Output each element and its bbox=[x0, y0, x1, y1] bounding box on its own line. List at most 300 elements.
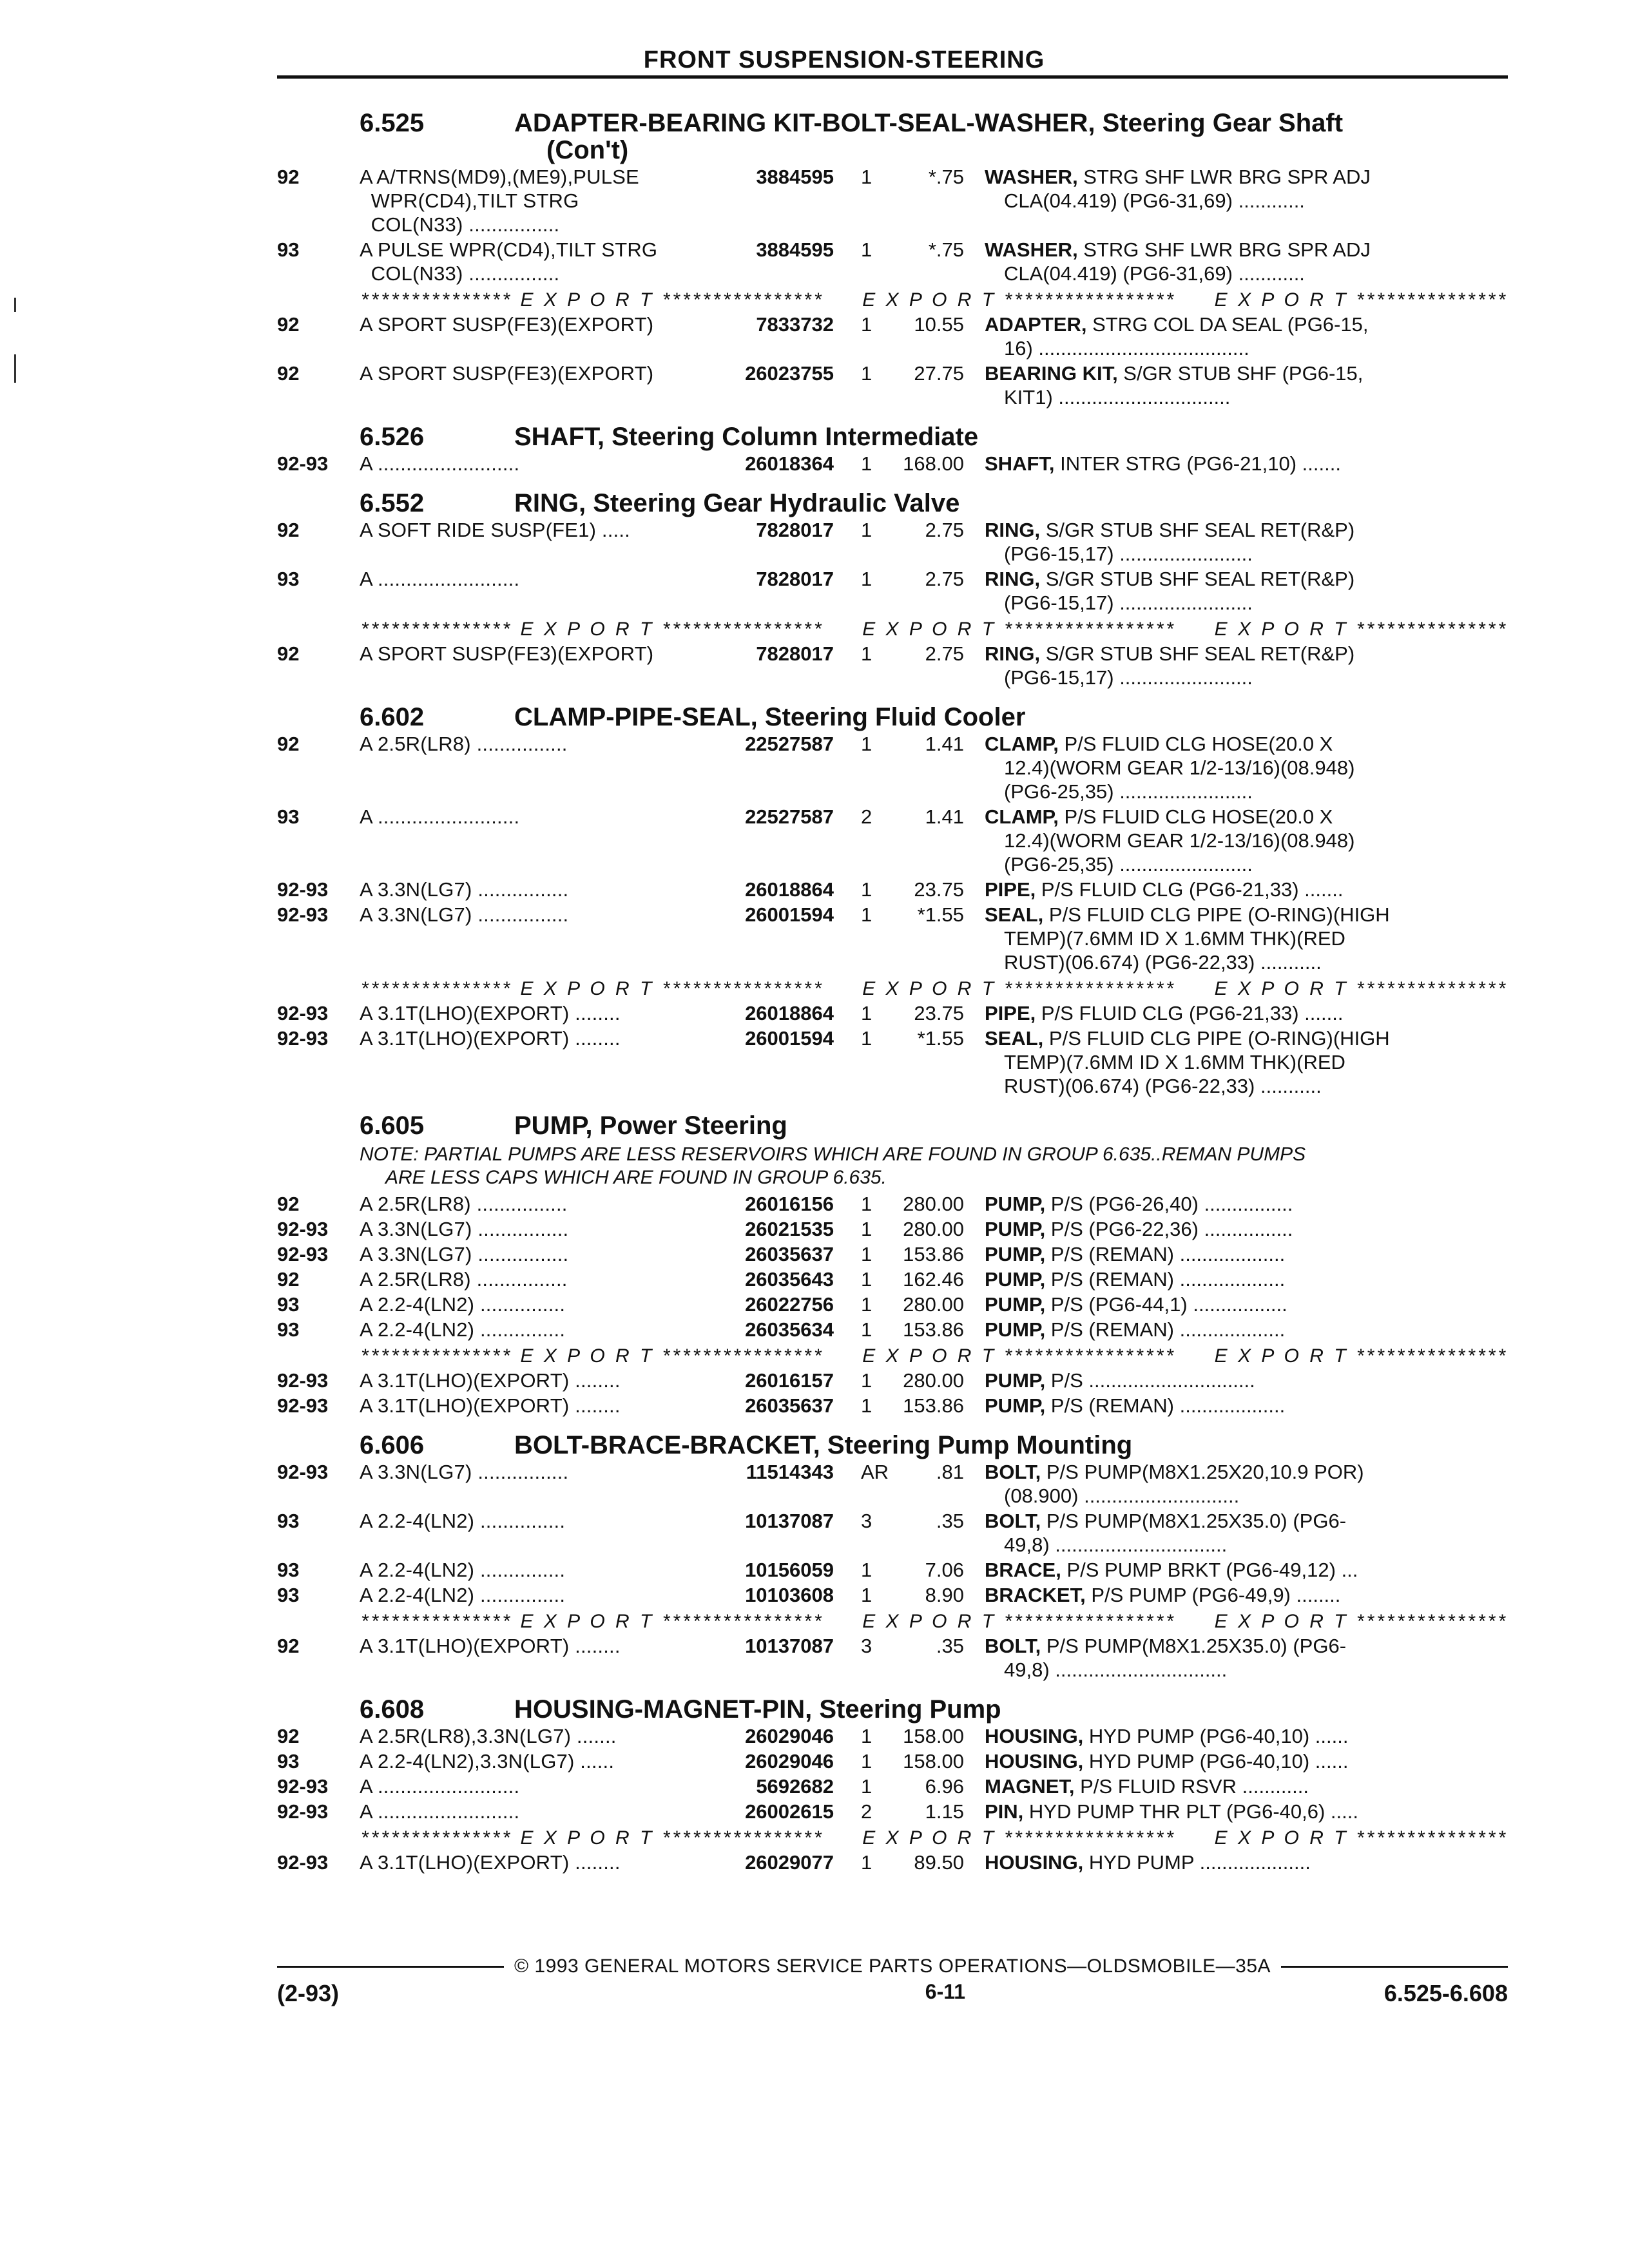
part-row bbox=[277, 1774, 1508, 1798]
footer-rule bbox=[277, 1966, 504, 1968]
part-row bbox=[277, 1293, 1508, 1316]
export-banner-segment: E X P O R T *************** bbox=[1214, 978, 1508, 999]
description bbox=[985, 1217, 1508, 1241]
application bbox=[360, 1293, 688, 1316]
catalog-section bbox=[277, 704, 1508, 1098]
application bbox=[360, 361, 688, 409]
description-continuation: KIT1) ............................... bbox=[1004, 386, 1231, 408]
description bbox=[985, 1634, 1508, 1682]
export-banner-segment: E X P O R T *************** bbox=[1214, 289, 1508, 311]
quantity: 3 bbox=[861, 1510, 872, 1532]
quantity: 1 bbox=[861, 1218, 872, 1240]
description-text: P/S FLUID CLG HOSE(20.0 X bbox=[1058, 733, 1333, 755]
section-title-text: PUMP, Power Steering bbox=[514, 1111, 787, 1140]
quantity: 1 bbox=[861, 1775, 872, 1798]
part-row bbox=[277, 165, 1508, 236]
application bbox=[360, 1724, 688, 1748]
application bbox=[360, 165, 688, 236]
application-line: A 2.5R(LR8) ................ bbox=[360, 1193, 568, 1215]
section-number: 6.602 bbox=[360, 703, 425, 731]
application-line: A 3.3N(LG7) ................ bbox=[360, 903, 569, 926]
application bbox=[360, 1001, 688, 1025]
description-name: BRACE, bbox=[985, 1559, 1061, 1581]
part-number: 10103608 bbox=[745, 1584, 834, 1606]
export-divider bbox=[361, 978, 1508, 1000]
part-number: 22527587 bbox=[745, 733, 834, 755]
application-line: A SPORT SUSP(FE3)(EXPORT) bbox=[360, 362, 654, 385]
part-row bbox=[277, 1001, 1508, 1025]
part-number: 26035637 bbox=[745, 1243, 834, 1265]
price: 10.55 bbox=[914, 313, 964, 336]
description-name: BEARING KIT, bbox=[985, 362, 1118, 385]
part-row bbox=[277, 805, 1508, 876]
part-number: 26002615 bbox=[745, 1800, 834, 1823]
section-title bbox=[514, 1696, 1508, 1723]
export-divider bbox=[361, 1611, 1508, 1633]
part-row bbox=[277, 238, 1508, 285]
application bbox=[360, 878, 688, 901]
application-line: A 3.1T(LHO)(EXPORT) ........ bbox=[360, 1851, 621, 1874]
application bbox=[360, 1460, 688, 1508]
part-number: 10137087 bbox=[745, 1510, 834, 1532]
description-name: HOUSING, bbox=[985, 1851, 1084, 1874]
page-number: 6-11 bbox=[925, 1980, 966, 2003]
description bbox=[985, 1749, 1508, 1773]
section-title bbox=[514, 423, 1508, 450]
description-text: STRG SHF LWR BRG SPR ADJ bbox=[1077, 238, 1371, 261]
part-row bbox=[277, 1749, 1508, 1773]
quantity: 1 bbox=[861, 1584, 872, 1606]
model-year: 92-93 bbox=[277, 1027, 329, 1050]
parts-catalog bbox=[277, 95, 1508, 1874]
quantity: 1 bbox=[861, 1293, 872, 1316]
price: 23.75 bbox=[914, 1002, 964, 1024]
export-banner-segment: *************** E X P O R T **************** bbox=[361, 1611, 824, 1632]
application-line: A SOFT RIDE SUSP(FE1) ..... bbox=[360, 519, 630, 541]
description-name: BRACKET, bbox=[985, 1584, 1086, 1606]
application bbox=[360, 1800, 688, 1823]
price: 27.75 bbox=[914, 362, 964, 385]
application bbox=[360, 1634, 688, 1682]
application bbox=[360, 1509, 688, 1557]
description bbox=[985, 1242, 1508, 1266]
description-continuation: (PG6-15,17) ........................ bbox=[1004, 666, 1253, 689]
part-number: 26018364 bbox=[745, 452, 834, 475]
quantity: 1 bbox=[861, 1193, 872, 1215]
section-title bbox=[514, 1432, 1508, 1459]
description-continuation: 49,8) ............................... bbox=[1004, 1658, 1228, 1681]
export-banner-segment: *************** E X P O R T **************** bbox=[361, 1345, 824, 1367]
part-row bbox=[277, 518, 1508, 566]
copyright: © 1993 GENERAL MOTORS SERVICE PARTS OPERATIONS—OLDSMOBILE—35A bbox=[514, 1956, 1271, 1977]
section-title bbox=[514, 1112, 1508, 1139]
model-year: 93 bbox=[277, 1750, 300, 1773]
application-line: A ......................... bbox=[360, 1775, 520, 1798]
group-range: 6.525-6.608 bbox=[1383, 1980, 1508, 2006]
description-text: HYD PUMP (PG6-40,10) ...... bbox=[1083, 1725, 1349, 1747]
section-title-continued: (Con't) bbox=[546, 136, 629, 164]
part-number: 7828017 bbox=[756, 568, 834, 590]
margin-mark bbox=[14, 354, 16, 383]
part-row bbox=[277, 361, 1508, 409]
application bbox=[360, 1558, 688, 1582]
description bbox=[985, 878, 1508, 901]
revision-date: (2-93) bbox=[277, 1980, 340, 2006]
description-text: P/S (REMAN) ................... bbox=[1045, 1394, 1286, 1417]
model-year: 93 bbox=[277, 805, 300, 828]
description-name: PIPE, bbox=[985, 1002, 1036, 1024]
model-year: 92 bbox=[277, 362, 300, 385]
quantity: 1 bbox=[861, 733, 872, 755]
model-year: 93 bbox=[277, 1584, 300, 1606]
quantity: 1 bbox=[861, 1750, 872, 1773]
model-year: 92-93 bbox=[277, 1243, 329, 1265]
description bbox=[985, 452, 1508, 476]
section-heading bbox=[360, 1112, 1508, 1139]
description-continuation: 49,8) ............................... bbox=[1004, 1533, 1228, 1556]
description-name: PUMP, bbox=[985, 1243, 1046, 1265]
model-year: 92 bbox=[277, 733, 300, 755]
part-number: 26029046 bbox=[745, 1750, 834, 1773]
price: *.75 bbox=[928, 166, 964, 188]
quantity: 1 bbox=[861, 362, 872, 385]
quantity: 1 bbox=[861, 1725, 872, 1747]
part-row bbox=[277, 642, 1508, 689]
part-number: 3884595 bbox=[756, 166, 834, 188]
description bbox=[985, 1001, 1508, 1025]
price: 153.86 bbox=[903, 1394, 964, 1417]
model-year: 93 bbox=[277, 1510, 300, 1532]
model-year: 92-93 bbox=[277, 452, 329, 475]
price: 280.00 bbox=[903, 1193, 964, 1215]
footer-rule bbox=[1281, 1966, 1508, 1968]
part-row bbox=[277, 1460, 1508, 1508]
application-line: A ......................... bbox=[360, 1800, 520, 1823]
model-year: 92 bbox=[277, 1268, 300, 1291]
section-number: 6.552 bbox=[360, 489, 425, 517]
export-banner-segment: *************** E X P O R T **************** bbox=[361, 978, 824, 999]
application-line: A 2.5R(LR8) ................ bbox=[360, 1268, 568, 1291]
price: 280.00 bbox=[903, 1293, 964, 1316]
description-text: P/S (REMAN) ................... bbox=[1045, 1318, 1286, 1341]
description-name: PUMP, bbox=[985, 1369, 1046, 1392]
model-year: 93 bbox=[277, 1559, 300, 1581]
application bbox=[360, 1369, 688, 1392]
description-text: P/S FLUID CLG HOSE(20.0 X bbox=[1058, 805, 1333, 828]
section-heading bbox=[360, 490, 1508, 517]
application-line: A 3.1T(LHO)(EXPORT) ........ bbox=[360, 1635, 621, 1657]
description-name: PUMP, bbox=[985, 1218, 1046, 1240]
part-row bbox=[277, 1242, 1508, 1266]
quantity: 2 bbox=[861, 1800, 872, 1823]
application-line: A ......................... bbox=[360, 452, 520, 475]
section-title-text: ADAPTER-BEARING KIT-BOLT-SEAL-WASHER, Steering Gear Shaft bbox=[514, 109, 1344, 137]
description-text: P/S (REMAN) ................... bbox=[1045, 1243, 1286, 1265]
description-name: RING, bbox=[985, 642, 1041, 665]
price: *1.55 bbox=[917, 903, 964, 926]
part-number: 10137087 bbox=[745, 1635, 834, 1657]
part-row bbox=[277, 1394, 1508, 1418]
page-title: FRONT SUSPENSION-STEERING bbox=[643, 46, 1045, 73]
application bbox=[360, 1394, 688, 1418]
quantity: 1 bbox=[861, 1243, 872, 1265]
description-text: P/S FLUID CLG PIPE (O-RING)(HIGH bbox=[1043, 903, 1390, 926]
quantity: 1 bbox=[861, 238, 872, 261]
description-continuation: RUST)(06.674) (PG6-22,33) ........... bbox=[1004, 1075, 1322, 1097]
description bbox=[985, 1369, 1508, 1392]
quantity: 2 bbox=[861, 805, 872, 828]
application bbox=[360, 903, 688, 974]
export-banner-segment: E X P O R T *************** bbox=[1214, 1345, 1508, 1367]
application bbox=[360, 1026, 688, 1098]
part-number: 26001594 bbox=[745, 1027, 834, 1050]
quantity: 1 bbox=[861, 1369, 872, 1392]
model-year: 93 bbox=[277, 1293, 300, 1316]
application-line: A ......................... bbox=[360, 805, 520, 828]
section-title-text: BOLT-BRACE-BRACKET, Steering Pump Mounting bbox=[514, 1431, 1133, 1459]
quantity: 1 bbox=[861, 903, 872, 926]
price: 1.15 bbox=[925, 1800, 964, 1823]
part-row bbox=[277, 1583, 1508, 1607]
price: 2.75 bbox=[925, 642, 964, 665]
export-banner-segment: E X P O R T *************** bbox=[1214, 1611, 1508, 1632]
description-text: S/GR STUB SHF (PG6-15, bbox=[1117, 362, 1364, 385]
application-line: A 3.1T(LHO)(EXPORT) ........ bbox=[360, 1027, 621, 1050]
model-year: 92 bbox=[277, 1725, 300, 1747]
application-line: A 2.2-4(LN2) ............... bbox=[360, 1584, 566, 1606]
application-line: A ......................... bbox=[360, 568, 520, 590]
model-year: 92 bbox=[277, 519, 300, 541]
section-title-text: HOUSING-MAGNET-PIN, Steering Pump bbox=[514, 1695, 1001, 1724]
price: .35 bbox=[936, 1635, 964, 1657]
part-number: 26023755 bbox=[745, 362, 834, 385]
header-rule bbox=[277, 75, 1508, 79]
application-line: COL(N33) ................ bbox=[360, 262, 560, 285]
section-number: 6.526 bbox=[360, 423, 425, 451]
catalog-section bbox=[277, 110, 1508, 409]
description bbox=[985, 312, 1508, 360]
section-heading bbox=[360, 110, 1508, 164]
export-banner-segment: E X P O R T ***************** bbox=[862, 1345, 1176, 1367]
application-line: WPR(CD4),TILT STRG bbox=[360, 189, 579, 212]
description bbox=[985, 1774, 1508, 1798]
description-text: STRG COL DA SEAL (PG6-15, bbox=[1086, 313, 1369, 336]
application-line: A SPORT SUSP(FE3)(EXPORT) bbox=[360, 642, 654, 665]
section-title bbox=[514, 704, 1508, 731]
model-year: 92-93 bbox=[277, 903, 329, 926]
description-name: PIN, bbox=[985, 1800, 1024, 1823]
description-name: MAGNET, bbox=[985, 1775, 1075, 1798]
description bbox=[985, 642, 1508, 689]
part-row bbox=[277, 878, 1508, 901]
part-number: 10156059 bbox=[745, 1559, 834, 1581]
section-heading bbox=[360, 423, 1508, 450]
description bbox=[985, 1394, 1508, 1418]
price: 6.96 bbox=[925, 1775, 964, 1798]
description-continuation: TEMP)(7.6MM ID X 1.6MM THK)(RED bbox=[1004, 927, 1345, 950]
description-name: PUMP, bbox=[985, 1394, 1046, 1417]
application-line: A 3.1T(LHO)(EXPORT) ........ bbox=[360, 1394, 621, 1417]
description-text: HYD PUMP .................... bbox=[1083, 1851, 1311, 1874]
application bbox=[360, 1318, 688, 1341]
application-line: A 3.3N(LG7) ................ bbox=[360, 1243, 569, 1265]
price: .81 bbox=[936, 1461, 964, 1483]
part-row bbox=[277, 1800, 1508, 1823]
description bbox=[985, 1558, 1508, 1582]
quantity: 1 bbox=[861, 519, 872, 541]
price: 153.86 bbox=[903, 1318, 964, 1341]
application bbox=[360, 518, 688, 566]
application bbox=[360, 1774, 688, 1798]
description-continuation: TEMP)(7.6MM ID X 1.6MM THK)(RED bbox=[1004, 1051, 1345, 1073]
description bbox=[985, 1460, 1508, 1508]
part-number: 26016156 bbox=[745, 1193, 834, 1215]
model-year: 92 bbox=[277, 313, 300, 336]
application-line: A 2.2-4(LN2) ............... bbox=[360, 1559, 566, 1581]
description-continuation: CLA(04.419) (PG6-31,69) ............ bbox=[1004, 189, 1305, 212]
part-number: 26029046 bbox=[745, 1725, 834, 1747]
model-year: 92-93 bbox=[277, 1775, 329, 1798]
application-line: A SPORT SUSP(FE3)(EXPORT) bbox=[360, 313, 654, 336]
description-text: S/GR STUB SHF SEAL RET(R&P) bbox=[1040, 642, 1355, 665]
description-name: RING, bbox=[985, 519, 1041, 541]
quantity: 1 bbox=[861, 878, 872, 901]
description-text: P/S (PG6-26,40) ................ bbox=[1045, 1193, 1293, 1215]
application bbox=[360, 1749, 688, 1773]
description-text: STRG SHF LWR BRG SPR ADJ bbox=[1077, 166, 1371, 188]
section-title bbox=[514, 490, 1508, 517]
application-line: A 2.5R(LR8),3.3N(LG7) ....... bbox=[360, 1725, 617, 1747]
application bbox=[360, 1242, 688, 1266]
part-row bbox=[277, 1318, 1508, 1341]
quantity: 1 bbox=[861, 1027, 872, 1050]
model-year: 92-93 bbox=[277, 878, 329, 901]
export-banner-segment: *************** E X P O R T **************** bbox=[361, 289, 824, 311]
quantity: AR bbox=[861, 1461, 889, 1483]
section-number: 6.525 bbox=[360, 109, 425, 137]
application-line: COL(N33) ................ bbox=[360, 213, 560, 236]
description-name: BOLT, bbox=[985, 1461, 1041, 1483]
description-name: PUMP, bbox=[985, 1193, 1046, 1215]
model-year: 93 bbox=[277, 568, 300, 590]
description-text: P/S (PG6-22,36) ................ bbox=[1045, 1218, 1293, 1240]
description bbox=[985, 1583, 1508, 1607]
part-row bbox=[277, 1634, 1508, 1682]
description-text: HYD PUMP THR PLT (PG6-40,6) ..... bbox=[1023, 1800, 1358, 1823]
description-text: P/S PUMP(M8X1.25X35.0) (PG6- bbox=[1041, 1510, 1347, 1532]
quantity: 1 bbox=[861, 313, 872, 336]
description-continuation: CLA(04.419) (PG6-31,69) ............ bbox=[1004, 262, 1305, 285]
section-title-text: SHAFT, Steering Column Intermediate bbox=[514, 423, 979, 451]
quantity: 1 bbox=[861, 568, 872, 590]
description-text: S/GR STUB SHF SEAL RET(R&P) bbox=[1040, 568, 1355, 590]
price: 158.00 bbox=[903, 1725, 964, 1747]
application bbox=[360, 732, 688, 803]
part-row bbox=[277, 1192, 1508, 1216]
part-row bbox=[277, 1026, 1508, 1098]
price: 162.46 bbox=[903, 1268, 964, 1291]
description-name: CLAMP, bbox=[985, 805, 1059, 828]
model-year: 92 bbox=[277, 1193, 300, 1215]
application bbox=[360, 1850, 688, 1874]
quantity: 1 bbox=[861, 1851, 872, 1874]
part-row bbox=[277, 1558, 1508, 1582]
application-line: A 2.2-4(LN2) ............... bbox=[360, 1293, 566, 1316]
description bbox=[985, 1267, 1508, 1291]
description-name: SEAL, bbox=[985, 903, 1044, 926]
description bbox=[985, 1026, 1508, 1098]
section-note bbox=[360, 1143, 1508, 1189]
description-continuation: RUST)(06.674) (PG6-22,33) ........... bbox=[1004, 951, 1322, 974]
description bbox=[985, 805, 1508, 876]
application bbox=[360, 238, 688, 285]
catalog-section bbox=[277, 1112, 1508, 1418]
quantity: 1 bbox=[861, 1268, 872, 1291]
model-year: 92-93 bbox=[277, 1218, 329, 1240]
description-continuation: (PG6-15,17) ........................ bbox=[1004, 591, 1253, 614]
quantity: 1 bbox=[861, 1002, 872, 1024]
application-line: A 2.5R(LR8) ................ bbox=[360, 733, 568, 755]
export-divider bbox=[361, 619, 1508, 640]
description bbox=[985, 1724, 1508, 1748]
export-banner-segment: E X P O R T *************** bbox=[1214, 1827, 1508, 1849]
part-number: 26021535 bbox=[745, 1218, 834, 1240]
quantity: 1 bbox=[861, 1318, 872, 1341]
application bbox=[360, 452, 688, 476]
part-number: 3884595 bbox=[756, 238, 834, 261]
export-divider bbox=[361, 289, 1508, 311]
part-number: 26022756 bbox=[745, 1293, 834, 1316]
description-name: CLAMP, bbox=[985, 733, 1059, 755]
description-text: P/S FLUID CLG PIPE (O-RING)(HIGH bbox=[1043, 1027, 1390, 1050]
application-line: A 3.1T(LHO)(EXPORT) ........ bbox=[360, 1002, 621, 1024]
application bbox=[360, 1192, 688, 1216]
quantity: 3 bbox=[861, 1635, 872, 1657]
description-continuation: (PG6-15,17) ........................ bbox=[1004, 543, 1253, 565]
description-name: PUMP, bbox=[985, 1293, 1046, 1316]
price: 1.41 bbox=[925, 733, 964, 755]
export-banner-segment: E X P O R T *************** bbox=[1214, 619, 1508, 640]
description-continuation: 12.4)(WORM GEAR 1/2-13/16)(08.948) bbox=[1004, 829, 1355, 852]
price: 168.00 bbox=[903, 452, 964, 475]
description-name: PIPE, bbox=[985, 878, 1036, 901]
part-number: 26016157 bbox=[745, 1369, 834, 1392]
description-continuation: (PG6-25,35) ........................ bbox=[1004, 780, 1253, 803]
section-number: 6.608 bbox=[360, 1695, 425, 1724]
description-name: SHAFT, bbox=[985, 452, 1055, 475]
part-row bbox=[277, 1724, 1508, 1748]
part-row bbox=[277, 1217, 1508, 1241]
description-text: S/GR STUB SHF SEAL RET(R&P) bbox=[1040, 519, 1355, 541]
export-banner-segment: E X P O R T ***************** bbox=[862, 619, 1176, 640]
note-line: NOTE: PARTIAL PUMPS ARE LESS RESERVOIRS WHICH ARE FOUND IN GROUP 6.635..REMAN PUMPS bbox=[360, 1144, 1306, 1165]
description-continuation: 16) ...................................... bbox=[1004, 337, 1249, 360]
application bbox=[360, 1583, 688, 1607]
quantity: 1 bbox=[861, 1394, 872, 1417]
description-continuation: (PG6-25,35) ........................ bbox=[1004, 853, 1253, 876]
application-line: A PULSE WPR(CD4),TILT STRG bbox=[360, 238, 658, 261]
section-title-text: RING, Steering Gear Hydraulic Valve bbox=[514, 489, 960, 517]
part-row bbox=[277, 903, 1508, 974]
part-number: 26035637 bbox=[745, 1394, 834, 1417]
application bbox=[360, 312, 688, 360]
export-banner-segment: E X P O R T ***************** bbox=[862, 1827, 1176, 1849]
model-year: 92-93 bbox=[277, 1369, 329, 1392]
export-banner-segment: E X P O R T ***************** bbox=[862, 1611, 1176, 1632]
description bbox=[985, 165, 1508, 236]
quantity: 1 bbox=[861, 642, 872, 665]
model-year: 92 bbox=[277, 642, 300, 665]
